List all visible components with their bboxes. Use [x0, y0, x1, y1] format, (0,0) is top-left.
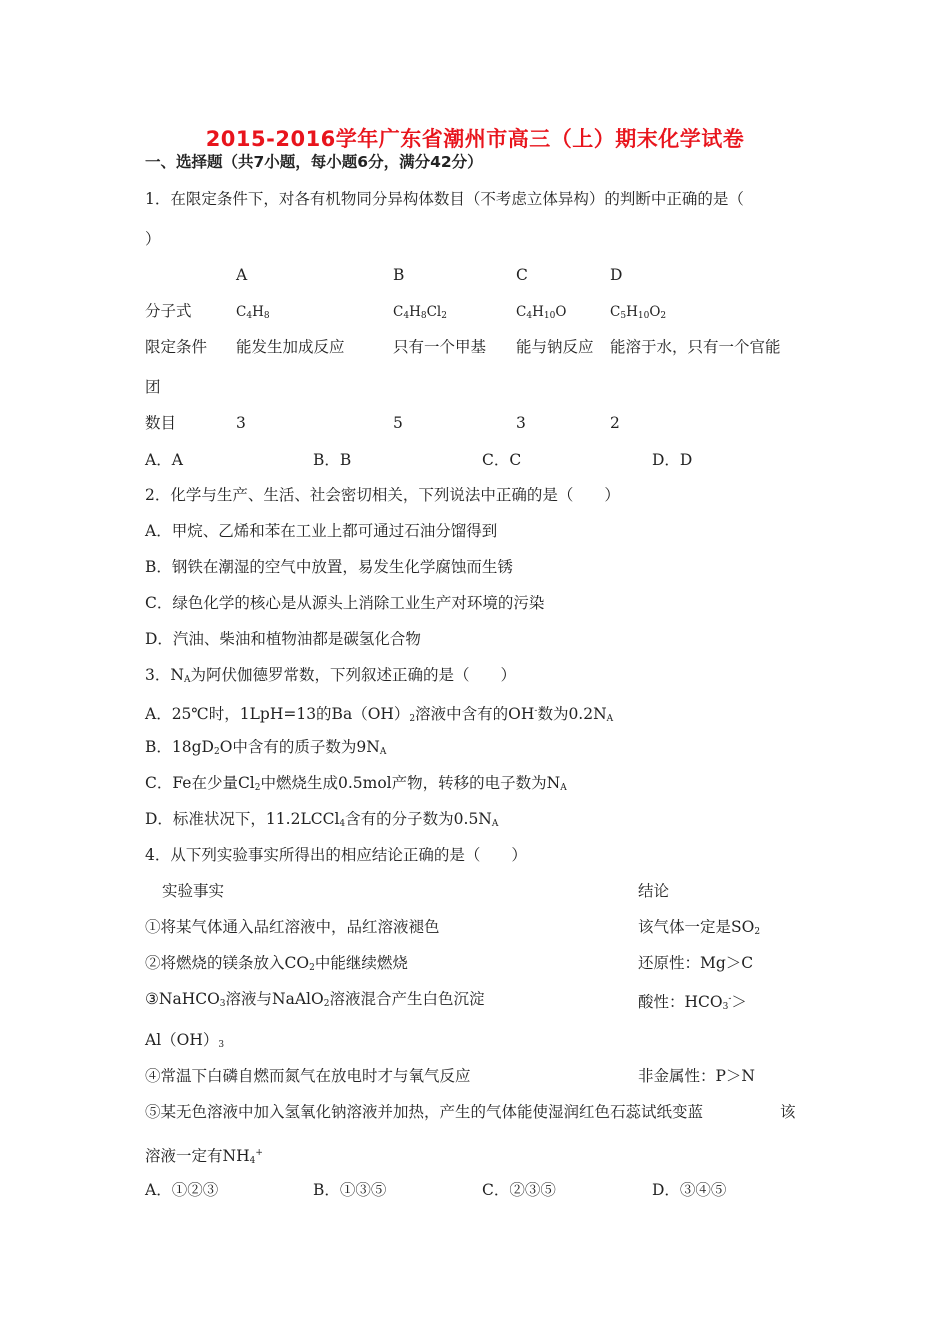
q1-formula-c: $C_4H_{10}O$	[516, 304, 567, 321]
q4-option-a: A．①②③	[145, 1181, 219, 1199]
q4-row3-wrap: $Al(OH)_3$	[145, 1031, 225, 1050]
q4-row5-conclusion: 该	[780, 1103, 796, 1121]
q4-row1-conclusion: 该气体一定是$SO_2$	[638, 918, 761, 937]
section-heading: 一、选择题（共7小题，每小题6分，满分42分）	[145, 153, 483, 171]
q4-row5-fact: ⑤某无色溶液中加入氢氧化钠溶液并加热，产生的气体能使湿润红色石蕊试纸变蓝	[145, 1103, 704, 1121]
q3-option-c: C．Fe在少量$Cl_2$中燃烧生成0.5mol产物，转移的电子数为$N_A$	[145, 774, 567, 793]
q1-formula-a: $C_4H_8$	[236, 304, 270, 321]
q3-option-a: A．25℃时，1LpH=13的$Ba(OH)_2$溶液中含有的OH-数为$0.2N_A$	[145, 705, 614, 724]
q1-option-a: A．A	[145, 451, 183, 469]
q1-formula-d: $C_5H_{10}O_2$	[610, 304, 667, 321]
q4-row4-conclusion: 非金属性：P＞N	[638, 1067, 755, 1085]
q4-row2-conclusion: 还原性：Mg＞C	[638, 954, 754, 972]
q1-header-d: D	[610, 266, 623, 284]
q4-row5-wrap: 溶液一定有$NH_4^+$	[145, 1147, 263, 1166]
q3-stem: 3．$N_A$为阿伏伽德罗常数，下列叙述正确的是（ ）	[145, 666, 516, 685]
q1-condition-c: 能与钠反应	[516, 338, 594, 356]
q2-stem: 2．化学与生产、生活、社会密切相关，下列说法中正确的是（ ）	[145, 486, 620, 504]
q1-header-b: B	[393, 266, 405, 284]
q1-condition-a: 能发生加成反应	[236, 338, 345, 356]
q4-row3-fact: ③NaHCO$_3$溶液与NaAlO$_2$溶液混合产生白色沉淀	[145, 990, 485, 1009]
q1-count-b: 5	[393, 414, 403, 432]
q4-row3-conclusion: 酸性：$HCO_3^->$	[638, 993, 747, 1012]
q3-option-b: B．$18gD_2O$中含有的质子数为$9N_A$	[145, 738, 387, 757]
q1-stem: 1．在限定条件下，对各有机物同分异构体数目（不考虑立体异构）的判断中正确的是（	[145, 190, 744, 208]
q4-row1-fact: ①将某气体通入品红溶液中，品红溶液褪色	[145, 918, 440, 936]
q1-count-a: 3	[236, 414, 246, 432]
q3-option-d: D．标准状况下，11.2LCCl$_4$含有的分子数为$0.5N_A$	[145, 810, 499, 829]
q4-stem: 4．从下列实验事实所得出的相应结论正确的是（ ）	[145, 846, 527, 864]
q4-option-c: C．②③⑤	[482, 1181, 556, 1199]
q2-option-c: C．绿色化学的核心是从源头上消除工业生产对环境的污染	[145, 594, 545, 612]
q1-header-a: A	[236, 266, 248, 284]
q4-col-conclusion: 结论	[638, 882, 670, 900]
q2-option-b: B．钢铁在潮湿的空气中放置，易发生化学腐蚀而生锈	[145, 558, 513, 576]
q1-header-c: C	[516, 266, 528, 284]
q1-option-c: C．C	[482, 451, 522, 469]
q1-condition-label: 限定条件	[145, 338, 208, 356]
q1-option-b: B．B	[313, 451, 352, 469]
q1-condition-d: 能溶于水，只有一个官能	[610, 338, 781, 356]
page-title: 2015-2016学年广东省潮州市高三（上）期末化学试卷	[205, 127, 745, 151]
q2-option-d: D．汽油、柴油和植物油都是碳氢化合物	[145, 630, 421, 648]
q1-count-d: 2	[610, 414, 620, 432]
q4-option-d: D．③④⑤	[652, 1181, 727, 1199]
q1-option-d: D．D	[652, 451, 693, 469]
q2-option-a: A．甲烷、乙烯和苯在工业上都可通过石油分馏得到	[145, 522, 498, 540]
q1-count-c: 3	[516, 414, 526, 432]
q1-formula-b: $C_4H_8Cl_2$	[393, 304, 447, 321]
q4-row2-fact: ②将燃烧的镁条放入$CO_2$中能继续燃烧	[145, 954, 408, 973]
q4-option-b: B．①③⑤	[313, 1181, 387, 1199]
q1-count-label: 数目	[145, 414, 177, 432]
q4-row4-fact: ④常温下白磷自燃而氮气在放电时才与氧气反应	[145, 1067, 471, 1085]
q1-condition-b: 只有一个甲基	[393, 338, 487, 356]
q4-col-fact: 实验事实	[162, 882, 225, 900]
q1-stem-end: ）	[145, 230, 161, 248]
q1-formula-label: 分子式	[145, 302, 192, 320]
q1-condition-wrap: 团	[145, 378, 161, 396]
